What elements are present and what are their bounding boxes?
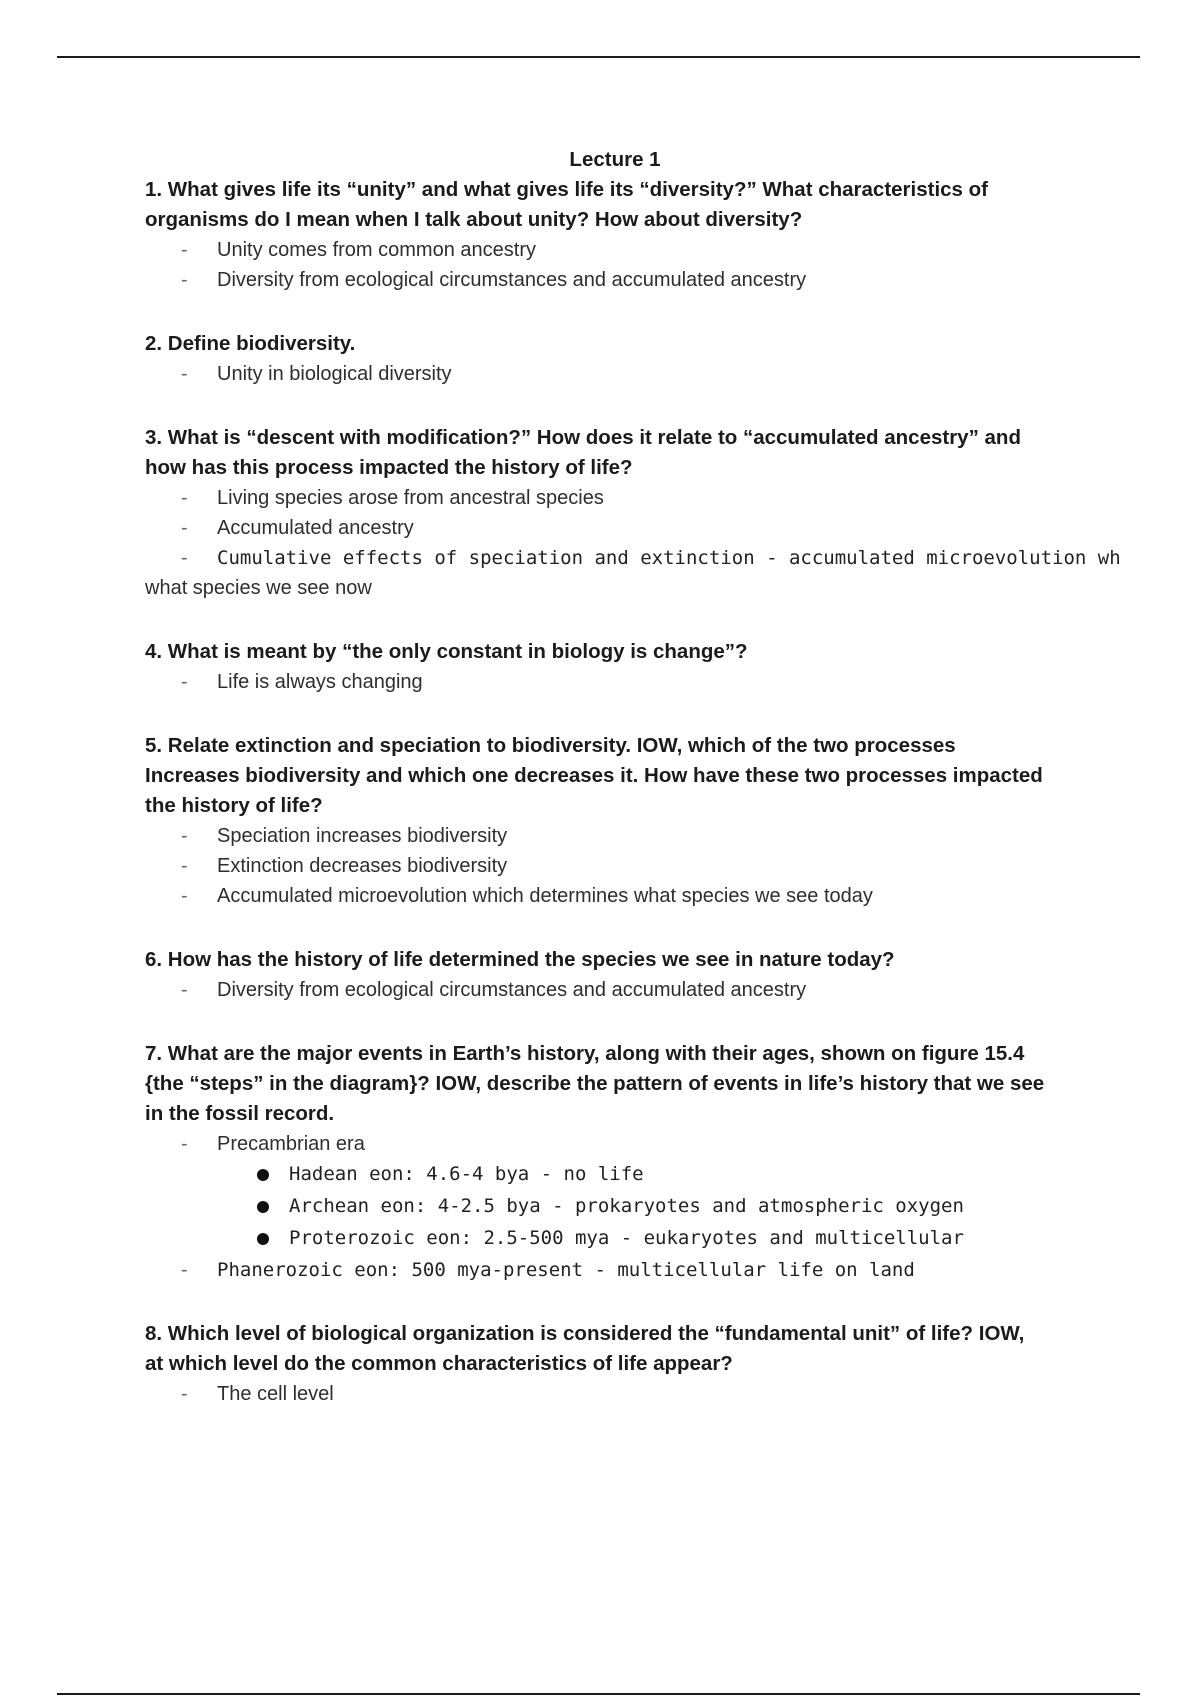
bullet-text: Proterozoic eon: 2.5-500 mya - eukaryotes and multicellular [289,1227,964,1249]
dash-marker: - [181,979,188,1001]
answer-text: Unity comes from common ancestry [217,239,536,261]
question-text: 3. What is “descent with modification?” How does it relate to “accumulated ancestry” and how has this process impacted the history of life? [145,426,1021,479]
answer-text: Accumulated microevolution which determines what species we see today [217,885,873,907]
dash-marker: - [181,885,188,907]
answer-text: Diversity from ecological circumstances and accumulated ancestry [217,979,807,1001]
question-text: 5. Relate extinction and speciation to biodiversity. IOW, which of the two processes Increases biodiversity and which one decreases it. How have these two processes impacted the history of life? [145,734,1043,817]
question-6 [145,945,1200,1005]
dash-marker: - [181,517,188,539]
bullet-dot-icon [257,1201,269,1213]
dash-marker: - [181,239,188,261]
answer-text: Life is always changing [217,671,423,693]
answer-text: Diversity from ecological circumstances and accumulated ancestry [217,269,807,291]
answer-item [145,975,1200,1005]
bullet-item [145,1191,1200,1223]
answer-item [145,513,1200,543]
dash-marker: - [181,547,188,569]
answer-item [145,235,1200,265]
answer-text: Phanerozoic eon: 500 mya-present - multicellular life on land [217,1259,915,1281]
answer-text: Speciation increases biodiversity [217,825,508,847]
question-text: 4. What is meant by “the only constant in biology is change”? [145,640,748,663]
dash-marker: - [181,487,188,509]
question-text: 6. How has the history of life determined the species we see in nature today? [145,948,895,971]
document-body [145,145,1200,1443]
question-3 [145,423,1200,603]
answer-item [145,265,1200,295]
answer-item [145,1255,1200,1285]
bullet-item [145,1223,1200,1255]
answer-item [145,483,1200,513]
answer-text: Cumulative effects of speciation and extinction - accumulated microevolution wh [217,547,1121,569]
dash-marker: - [181,1133,188,1155]
answer-text: Accumulated ancestry [217,517,414,539]
bullet-dot-icon [257,1169,269,1181]
page-title: Lecture 1 [569,148,661,171]
answer-item [145,543,1200,573]
dash-marker: - [181,363,188,385]
question-1 [145,175,1200,295]
dash-marker: - [181,825,188,847]
bullet-dot-icon [257,1233,269,1245]
dash-marker: - [181,269,188,291]
answer-item [145,1129,1200,1159]
question-7 [145,1039,1200,1285]
answer-text: Extinction decreases biodiversity [217,855,508,877]
footer-rule [57,1693,1140,1695]
answer-item [145,881,1200,911]
question-4 [145,637,1200,697]
question-8 [145,1319,1200,1409]
answer-text: The cell level [217,1383,334,1405]
answer-item [145,359,1200,389]
answer-text: Precambrian era [217,1133,365,1155]
answer-item [145,821,1200,851]
answer-item [145,667,1200,697]
bullet-text: Hadean eon: 4.6-4 bya - no life [289,1163,644,1185]
dash-marker: - [181,855,188,877]
dash-marker: - [181,1259,188,1281]
question-text: 1. What gives life its “unity” and what gives life its “diversity?” What characteristics of organisms do I mean when I talk about unity? How about diversity? [145,178,988,231]
question-text: 7. What are the major events in Earth’s history, along with their ages, shown on figure 15.4 {the “steps” in the diagram}? IOW, describe the pattern of events in life’s history that we see in the fossil record. [145,1042,1045,1125]
question-2 [145,329,1200,389]
dash-marker: - [181,671,188,693]
question-5 [145,731,1200,911]
question-text: 8. Which level of biological organization is considered the “fundamental unit” of life? IOW, at which level do the common characteristics of life appear? [145,1322,1025,1375]
answer-item [145,851,1200,881]
bullet-text: Archean eon: 4-2.5 bya - prokaryotes and atmospheric oxygen [289,1195,964,1217]
answer-text: Living species arose from ancestral species [217,487,604,509]
answer-item [145,1379,1200,1409]
answer-continuation: what species we see now [145,577,372,599]
answer-text: Unity in biological diversity [217,363,452,385]
dash-marker: - [181,1383,188,1405]
question-text: 2. Define biodiversity. [145,332,356,355]
bullet-item [145,1159,1200,1191]
header-rule [57,56,1140,58]
